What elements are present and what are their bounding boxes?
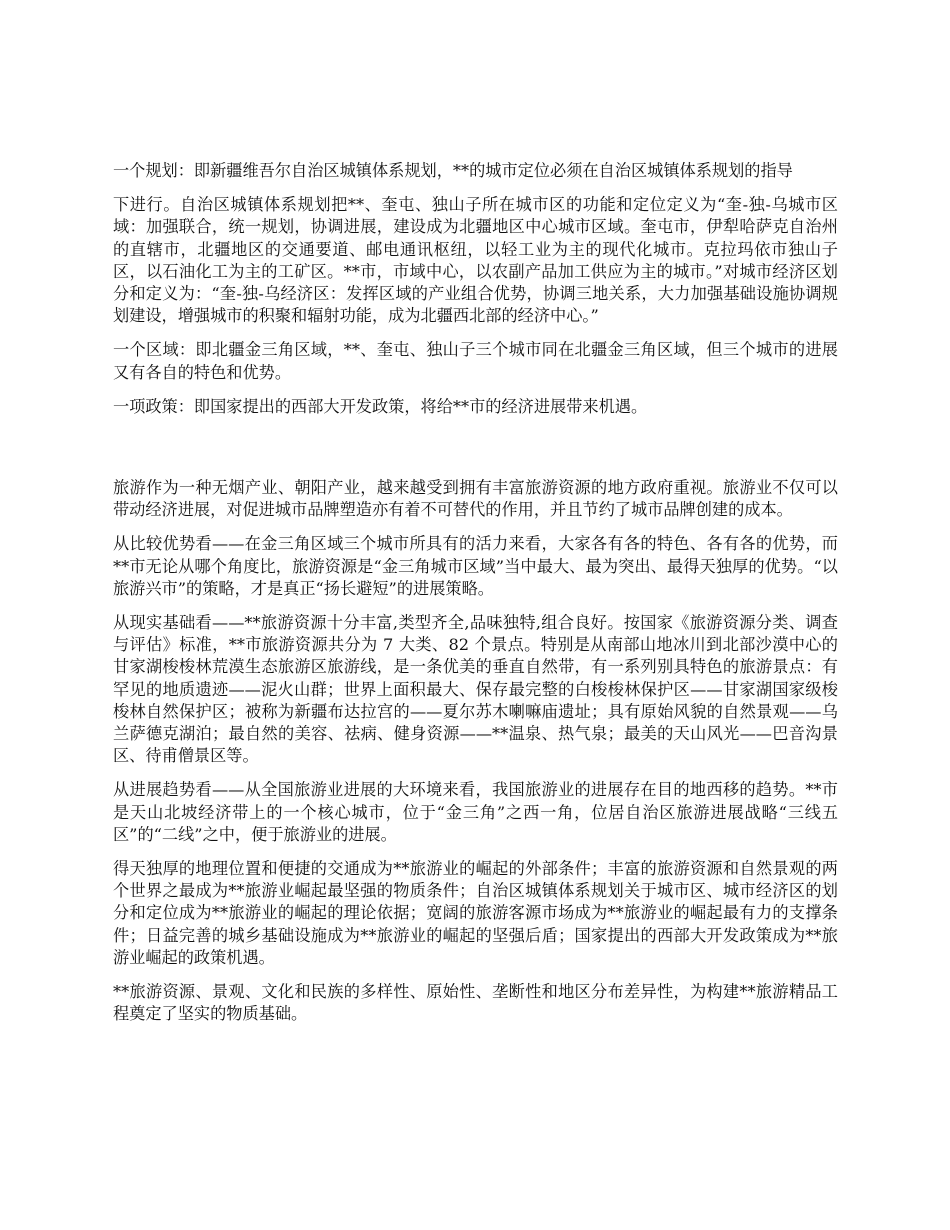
paragraph-tourism-intro: 旅游作为一种无烟产业、朝阳产业，越来越受到拥有丰富旅游资源的地方政府重视。旅游业不仅可以带动经济进展，对促进城市品牌塑造亦有着不可替代的作用，并且节约了城市品牌创建的成本。 xyxy=(113,478,838,520)
paragraph-conditions: 得天独厚的地理位置和便捷的交通成为**旅游业的崛起的外部条件；丰富的旅游资源和自然景观的两个世界之最成为**旅游业崛起最坚强的物质条件；自治区城镇体系规划关于城市区、城市经济区的划分和定位成为**旅游业的崛起的理论依据；宽阔的旅游客源市场成为**旅游业的崛起最有力的支撑条件；日益完善的城乡基础设施成为**旅游业的崛起的坚强后盾；国家提出的西部大开发政策成为**旅游业崛起的政策机遇。 xyxy=(113,859,838,967)
document-body xyxy=(113,160,838,1038)
paragraph-development-trend: 从进展趋势看——从全国旅游业进展的大环境来看，我国旅游业的进展存在目的地西移的趋势。**市是天山北坡经济带上的一个核心城市，位于“金三角”之西一角，位居自治区旅游进展战略“三线五区”的“二线”之中，便于旅游业的进展。 xyxy=(113,780,838,844)
paragraph-region: 一个区域：即北疆金三角区域，**、奎屯、独山子三个城市同在北疆金三角区域，但三个城市的进展又有各自的特色和优势。 xyxy=(113,340,838,382)
section-gap xyxy=(113,430,838,477)
paragraph-conclusion: **旅游资源、景观、文化和民族的多样性、原始性、垄断性和地区分布差异性，为构建**旅游精品工程奠定了坚实的物质基础。 xyxy=(113,982,838,1024)
paragraph-planning-detail: 下进行。自治区城镇体系规划把**、奎屯、独山子所在城市区的功能和定位定义为“奎-独-乌城市区域：加强联合，统一规划，协调进展，建设成为北疆地区中心城市区域。奎屯市，伊犁哈萨克自治州的直辖市，北疆地区的交通要道、邮电通讯枢纽，以轻工业为主的现代化城市。克拉玛依市独山子区，以石油化工为主的工矿区。**市，市域中心，以农副产品加工供应为主的城市。”对城市经济区划分和定义为：“奎-独-乌经济区：发挥区域的产业组合优势，协调三地关系，大力加强基础设施协调规划建设，增强城市的积聚和辐射功能，成为北疆西北部的经济中心。” xyxy=(113,195,838,326)
paragraph-policy: 一项政策：即国家提出的西部大开发政策，将给**市的经济进展带来机遇。 xyxy=(113,396,648,416)
paragraph-realistic-basis: 从现实基础看——**旅游资源十分丰富,类型齐全,品味独特,组合良好。按国家《旅游资源分类、调查与评估》标准，**市旅游资源共分为 7 大类、82 个景点。特别是从南部山地冰川到北部沙漠中心的甘家湖梭梭林荒漠生态旅游区旅游线，是一条优美的垂直自然带，有一系列别具特色的旅游景点：有罕见的地质遗迹——泥火山群；世界上面积最大、保存最完整的白梭梭林保护区——甘家湖国家级梭梭林自然保护区；被称为新疆布达拉宫的——夏尔苏木喇嘛庙遗址；具有原始风貌的自然景观——乌兰萨德克湖泊；最自然的美容、祛病、健身资源——**温泉、热气泉；最美的天山风光——巴音沟景区、待甫僧景区等。 xyxy=(113,613,838,766)
paragraph-comparative-advantage: 从比较优势看——在金三角区域三个城市所具有的活力来看，大家各有各的特色、各有各的优势，而**市无论从哪个角度比，旅游资源是“金三角城市区域”当中最大、最为突出、最得天独厚的优势。“以旅游兴市”的策略，才是真正“扬长避短”的进展策略。 xyxy=(113,534,838,598)
paragraph-planning-intro: 一个规划：即新疆维吾尔自治区城镇体系规划，**的城市定位必须在自治区城镇体系规划的指导 xyxy=(113,161,793,180)
